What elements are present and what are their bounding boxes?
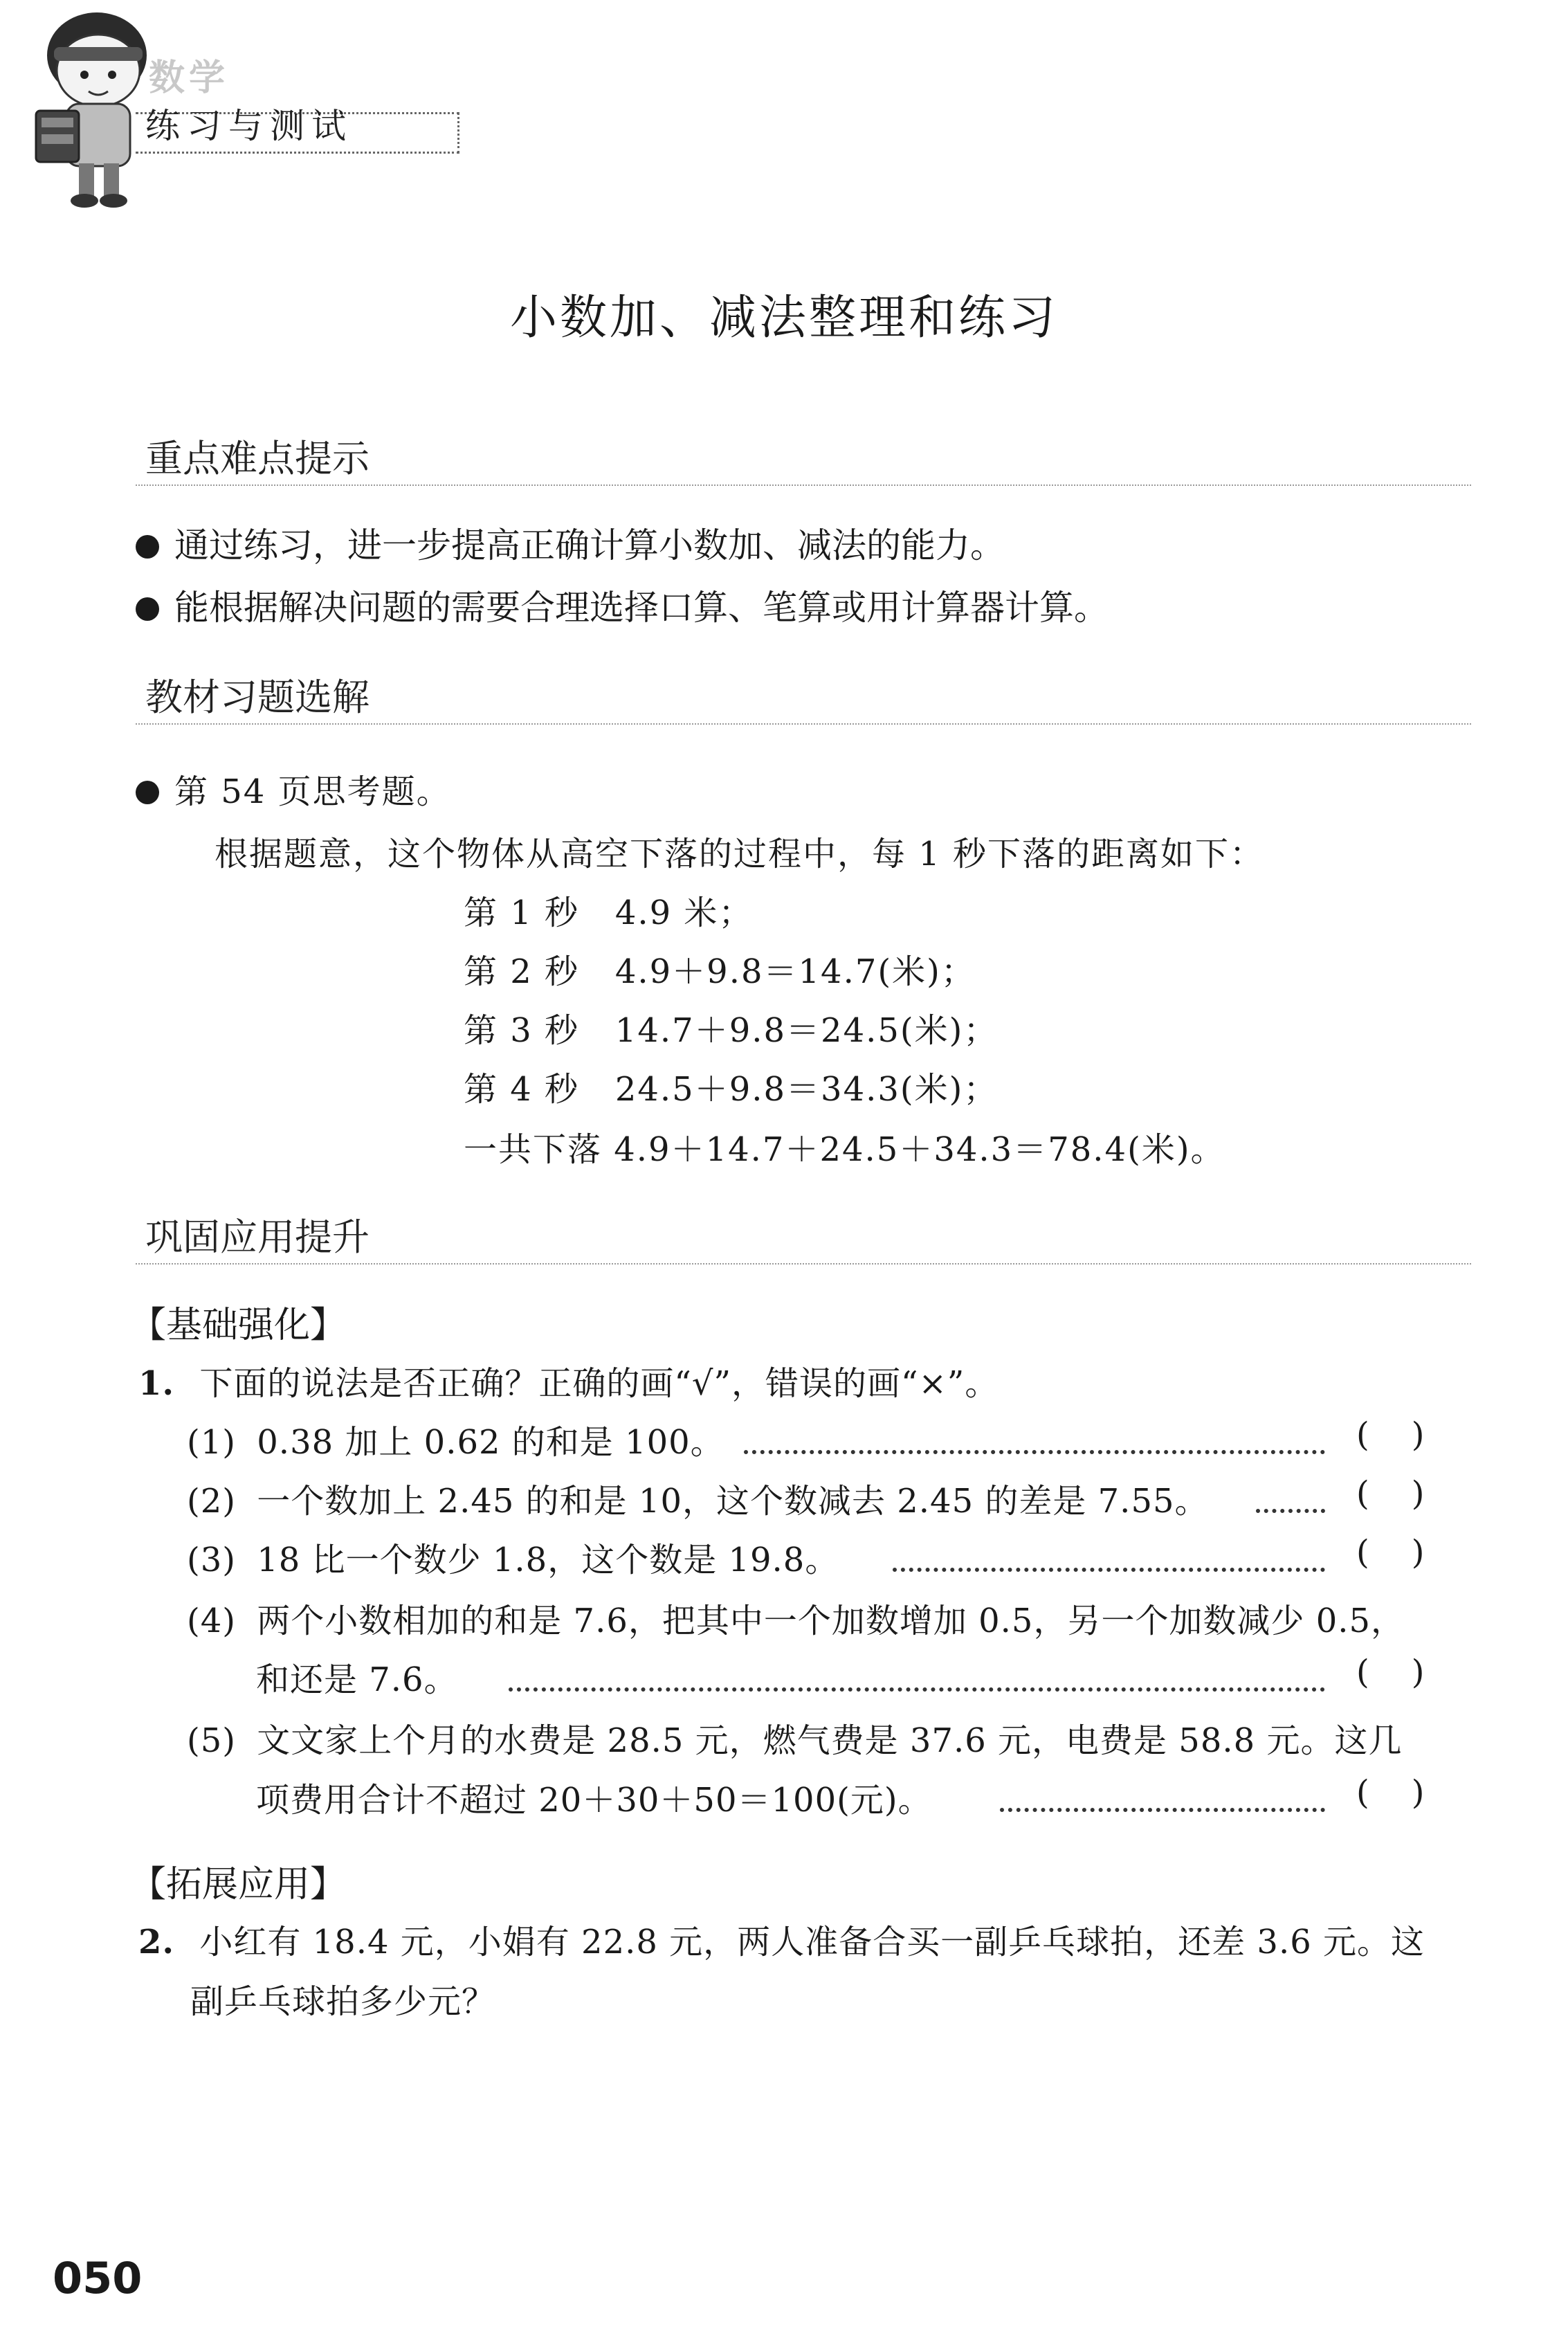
list-item: (3) 18 比一个数少 1.8，这个数是 19.8。 [187, 1541, 839, 1579]
dot-leader [1000, 1808, 1325, 1812]
bullet-item: 通过练习，进一步提高正确计算小数加、减法的能力。 [136, 518, 1005, 568]
bullet-icon [136, 781, 159, 804]
bullet-item: 能根据解决问题的需要合理选择口算、笔算或用计算器计算。 [136, 580, 1109, 630]
question-text: 下面的说法是否正确？正确的画“√”，错误的画“×”。 [199, 1364, 999, 1403]
list-item: (5) 文文家上个月的水费是 28.5 元，燃气费是 37.6 元，电费是 58.8 元。这几 [187, 1721, 1403, 1760]
answer-blank[interactable]: ( ) [1356, 1415, 1425, 1454]
question-number: 2. [138, 1923, 175, 1961]
section-divider [136, 723, 1471, 725]
basic-tag: 【基础强化】 [130, 1305, 347, 1346]
question-2 [138, 1915, 1425, 1963]
mascot-illustration [21, 7, 166, 215]
list-item-continued: 项费用合计不超过 20＋30＋50＝100(元)。 [256, 1781, 932, 1820]
answer-blank[interactable]: ( ) [1356, 1533, 1425, 1572]
bullet-icon [136, 535, 159, 559]
solution-line: 第 3 秒 14.7＋9.8＝24.5(米)； [464, 1011, 999, 1050]
extend-tag: 【拓展应用】 [130, 1864, 347, 1905]
section-divider [136, 484, 1471, 486]
question-text: 小红有 18.4 元，小娟有 22.8 元，两人准备合买一副乒乓球拍，还差 3.6 元。这 [199, 1923, 1425, 1961]
list-item: (4) 两个小数相加的和是 7.6，把其中一个加数增加 0.5，另一个加数减少 0.5， [187, 1602, 1405, 1640]
solution-intro: 根据题意，这个物体从高空下落的过程中，每 1 秒下落的距离如下： [215, 835, 1265, 873]
dot-leader [744, 1450, 1325, 1454]
dot-leader [893, 1568, 1325, 1572]
solution-line: 第 4 秒 24.5＋9.8＝34.3(米)； [464, 1070, 999, 1109]
question-number: 1. [138, 1364, 175, 1403]
bullet-item: 第 54 页思考题。 [136, 765, 451, 813]
section-heading-practice: 巩固应用提升 [145, 1215, 370, 1259]
bullet-icon [136, 597, 159, 621]
answer-blank[interactable]: ( ) [1356, 1773, 1425, 1812]
question-text-continued: 副乒乓球拍多少元？ [190, 1982, 496, 2021]
page-number: 050 [53, 2253, 143, 2303]
solution-line: 第 2 秒 4.9＋9.8＝14.7(米)； [464, 952, 976, 991]
dot-leader [509, 1687, 1325, 1692]
section-heading-key-points: 重点难点提示 [145, 437, 370, 480]
section-heading-textbook: 教材习题选解 [145, 676, 370, 719]
page-title: 小数加、减法整理和练习 [509, 291, 1058, 345]
answer-blank[interactable]: ( ) [1356, 1653, 1425, 1692]
question-1 [138, 1357, 999, 1404]
list-item-continued: 和还是 7.6。 [256, 1660, 458, 1699]
header-book-title: 练习与测试 [145, 106, 353, 146]
answer-blank[interactable]: ( ) [1356, 1474, 1425, 1513]
section-divider [136, 1263, 1471, 1265]
list-item: (1) 0.38 加上 0.62 的和是 100。 [187, 1423, 724, 1462]
list-item: (2) 一个数加上 2.45 的和是 10，这个数减去 2.45 的差是 7.55。 [187, 1482, 1209, 1521]
dot-leader [1256, 1509, 1325, 1513]
header-subject: 数学 [149, 57, 230, 99]
solution-total: 一共下落 4.9＋14.7＋24.5＋34.3＝78.4(米)。 [464, 1130, 1225, 1169]
solution-line: 第 1 秒 4.9 米； [464, 894, 754, 932]
